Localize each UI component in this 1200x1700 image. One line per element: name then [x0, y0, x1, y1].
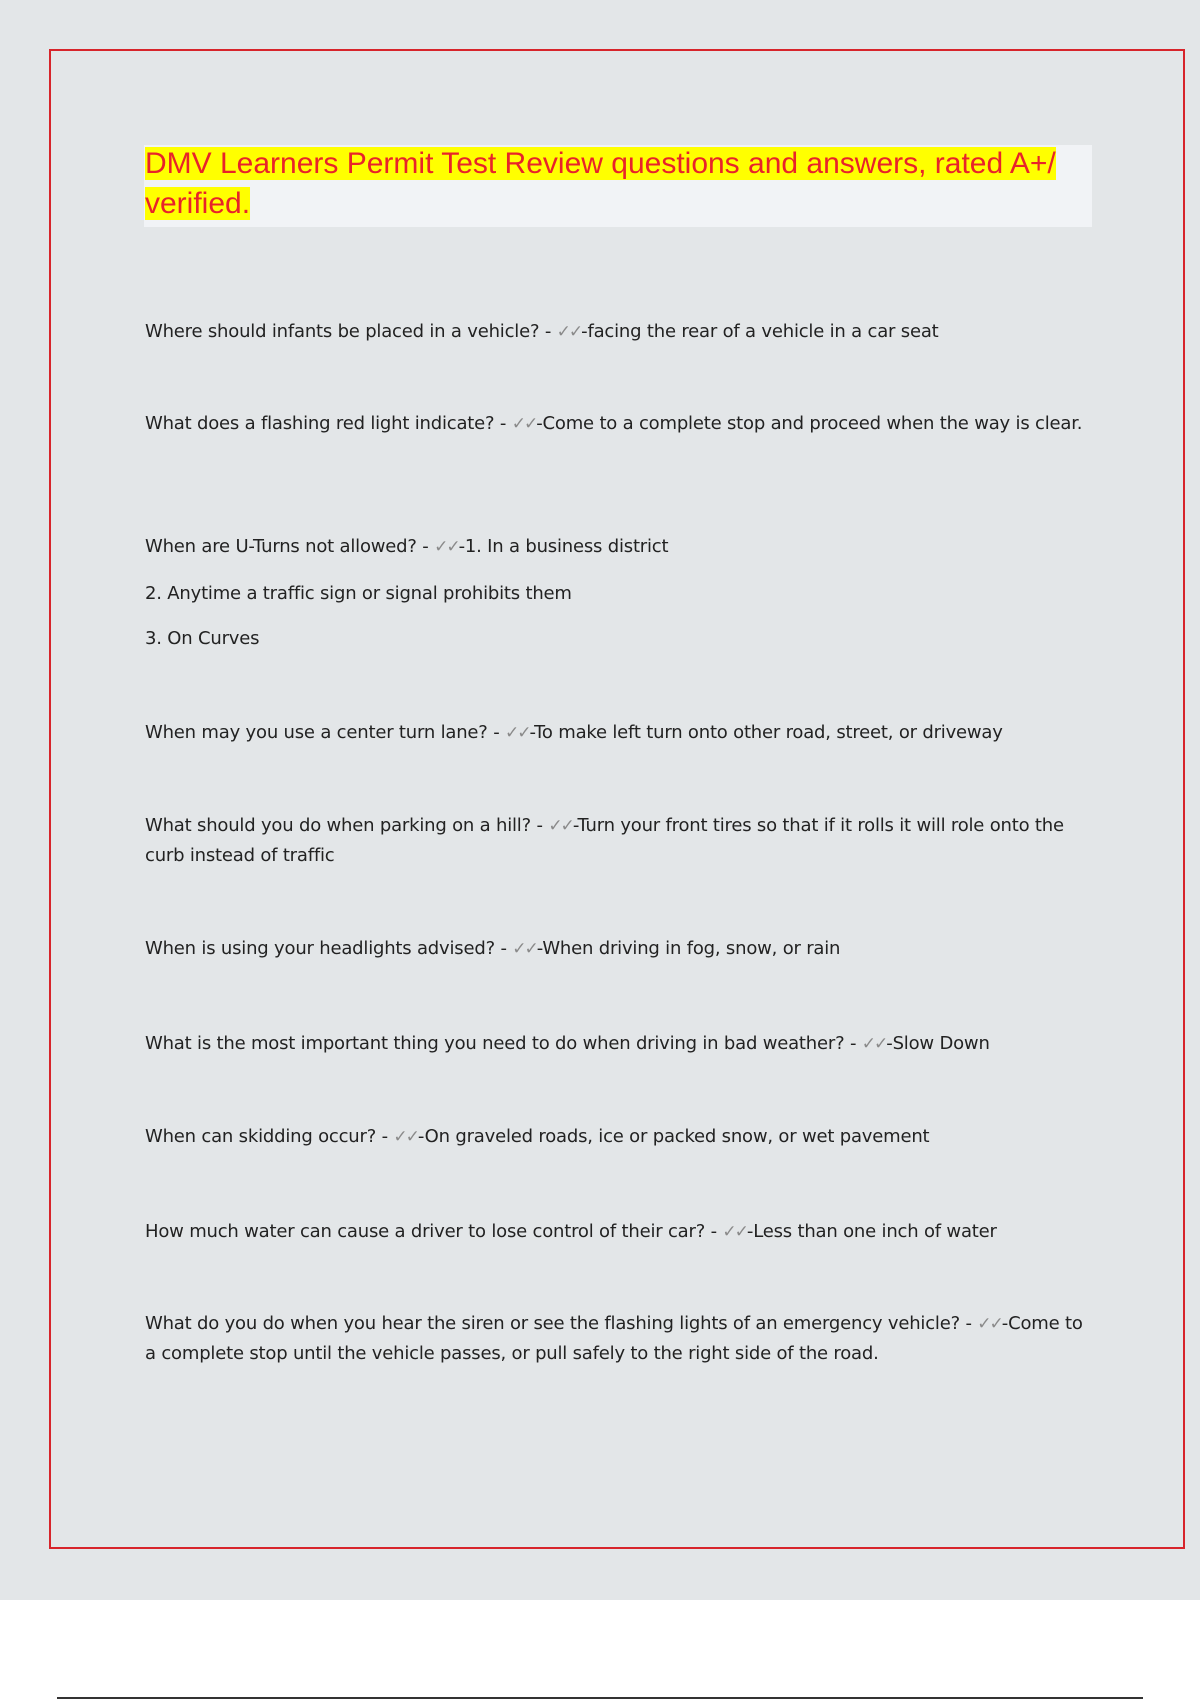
answer-text: -Turn your front tires so that if it rolls it will role onto the curb instead of traffic	[145, 815, 1064, 866]
qa-item-10	[145, 1309, 1085, 1369]
separator: -	[494, 938, 513, 959]
separator: -	[494, 413, 512, 434]
qa-item-3	[145, 532, 1085, 562]
answer-text: -facing the rear of a vehicle in a car seat	[581, 321, 939, 342]
separator: -	[959, 1313, 978, 1334]
answer-text: 3. On Curves	[145, 628, 260, 649]
separator: -	[844, 1033, 862, 1054]
qa-item-8	[145, 1122, 1085, 1152]
question-text: What is the most important thing you need to do when driving in bad weather?	[145, 1033, 845, 1054]
question-text: Where should infants be placed in a vehicle?	[145, 321, 540, 342]
check-icon: ✓✓	[511, 414, 537, 434]
check-icon: ✓✓	[977, 1314, 1002, 1334]
qa-item-7	[145, 1029, 1085, 1059]
separator: -	[376, 1126, 394, 1147]
answer-text: -Slow Down	[886, 1033, 990, 1054]
answer-text: -1. In a business district	[458, 536, 669, 557]
qa-item-6	[145, 934, 1085, 964]
qa-item-3-line-3	[145, 624, 1085, 654]
answer-text: -When driving in fog, snow, or rain	[536, 938, 841, 959]
question-text: When may you use a center turn lane?	[145, 722, 488, 743]
answer-text: -Come to a complete stop and proceed when the way is clear.	[536, 413, 1083, 434]
separator: -	[487, 722, 506, 743]
answer-text: -Less than one inch of water	[746, 1221, 997, 1242]
question-text: What do you do when you hear the siren or see the flashing lights of an emergency vehicle?	[145, 1313, 960, 1334]
question-text: What does a flashing red light indicate?	[145, 413, 495, 434]
qa-item-3-line-2	[145, 579, 1085, 609]
check-icon: ✓✓	[393, 1127, 418, 1147]
document-title	[145, 144, 1085, 224]
check-icon: ✓✓	[861, 1034, 887, 1054]
qa-item-9	[145, 1217, 1085, 1247]
separator: -	[539, 321, 557, 342]
answer-text: 2. Anytime a traffic sign or signal prohibits them	[145, 583, 572, 604]
separator: -	[705, 1221, 723, 1242]
question-text: What should you do when parking on a hill?	[145, 815, 531, 836]
qa-item-1	[145, 317, 1085, 347]
question-text: When can skidding occur?	[145, 1126, 377, 1147]
check-icon: ✓✓	[722, 1222, 747, 1242]
question-text: When is using your headlights advised?	[145, 938, 495, 959]
qa-item-5	[145, 811, 1085, 871]
check-icon: ✓✓	[556, 322, 582, 342]
check-icon: ✓✓	[505, 723, 530, 743]
check-icon: ✓✓	[548, 816, 573, 836]
answer-text: -Come to a complete stop until the vehicle passes, or pull safely to the right side of the road.	[145, 1313, 1083, 1364]
check-icon: ✓✓	[512, 939, 537, 959]
separator: -	[530, 815, 549, 836]
question-text: How much water can cause a driver to lose control of their car?	[145, 1221, 706, 1242]
footer-rule	[57, 1697, 1143, 1699]
qa-item-2	[145, 409, 1085, 439]
answer-text: -On graveled roads, ice or packed snow, or wet pavement	[417, 1126, 930, 1147]
answer-text: -To make left turn onto other road, street, or driveway	[529, 722, 1003, 743]
qa-item-4	[145, 718, 1085, 748]
separator: -	[416, 536, 435, 557]
question-text: When are U-Turns not allowed?	[145, 536, 417, 557]
check-icon: ✓✓	[434, 537, 459, 557]
title-highlight: DMV Learners Permit Test Review questions and answers, rated A+/ verified.	[145, 147, 1056, 220]
